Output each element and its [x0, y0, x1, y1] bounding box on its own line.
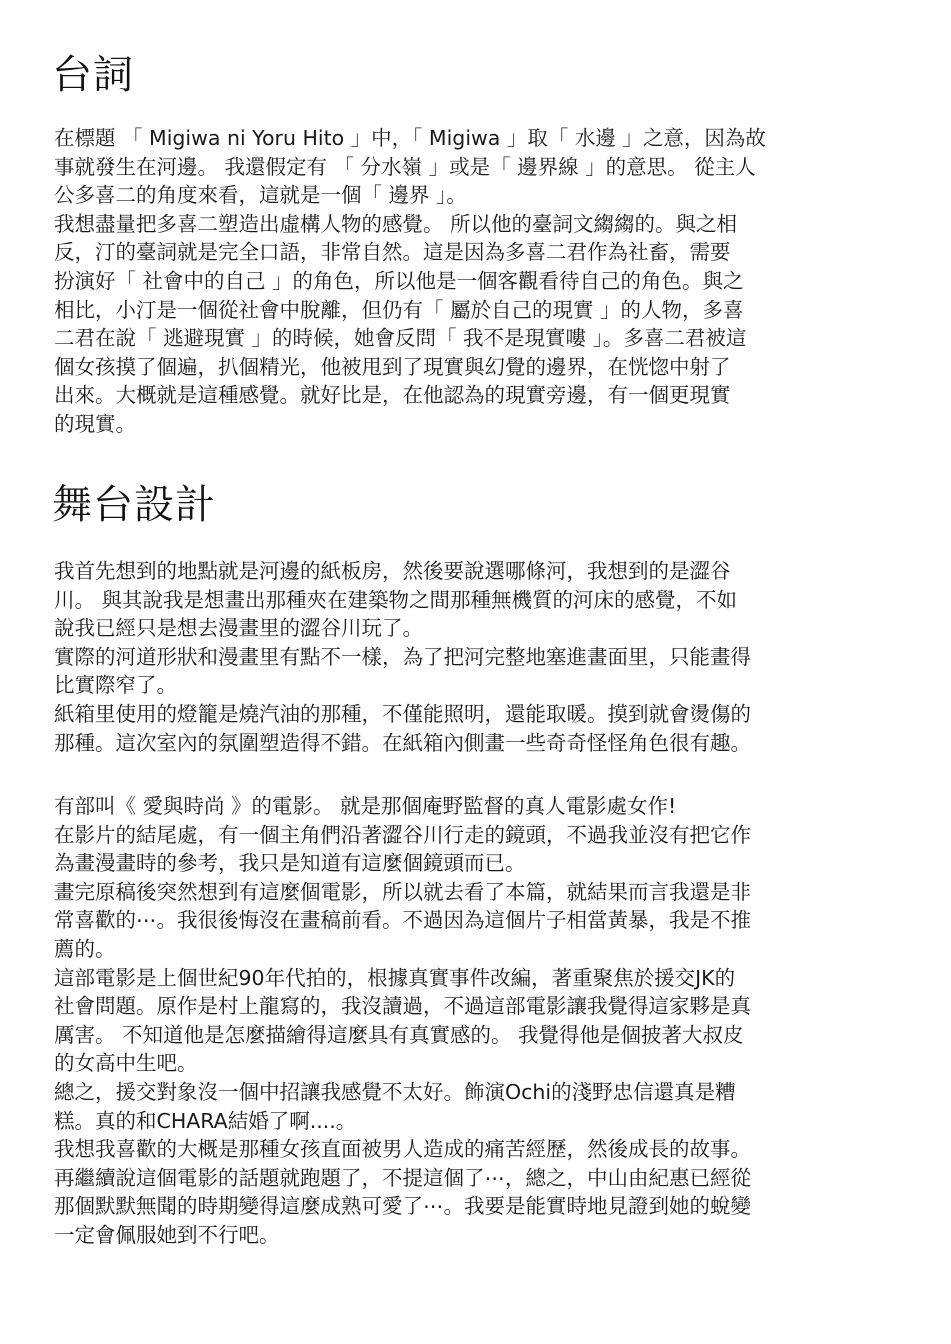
section-title-stage-design: 舞台設計 [52, 482, 216, 528]
stage-design-paragraph: 我首先想到的地點就是河邊的紙板房，然後要說選哪條河，我想到的是澀谷 川。 與其說我是想畫出那種夾在建築物之間那種無機質的河床的感覺，不如 說我已經只是想去漫畫里的澀谷川玩了。 實際的河道形狀和漫畫里有點不一樣，為了把河完整地塞進畫面里，只能畫得 比實際窄了。 紙箱里使用的燈籠是燒汽油的那種，不僅能照明，還能取暖。摸到就會燙傷的 那種。這次室內的氛圍塑造得不錯。在紙箱內側畫一些奇奇怪怪角色很有趣。 [54, 559, 751, 755]
movie-paragraph: 有部叫《 愛與時尚 》的電影。 就是那個庵野監督的真人電影處女作! 在影片的結尾處，有一個主角們沿著澀谷川行走的鏡頭，不過我並沒有把它作 為畫漫畫時的參考，我只是知道有這麼個鏡頭而已。 畫完原稿後突然想到有這麼個電影，所以就去看了本篇，就結果而言我還是非 常喜歡的⋯。我很後悔沒在畫稿前看。不過因為這個片子相當黃暴，我是不推 薦的。 這部電影是上個世紀90年代拍的，根據真實事件改編，著重聚焦於援交JK的 社會問題。原作是村上龍寫的，我沒讀過，不過這部電影讓我覺得這家夥是真 厲害。 不知道他是怎麼描繪得這麼具有真實感的。 我覺得他是個披著大叔皮 的女高中生吧。 總之，援交對象沒一個中招讓我感覺不太好。飾演Ochi的淺野忠信還真是糟 糕。真的和CHARA結婚了啊....。 我想我喜歡的大概是那種女孩直面被男人造成的痛苦經歷，然後成長的故事。 再繼續說這個電影的話題就跑題了，不提這個了⋯，總之，中山由紀惠已經從 那個默默無聞的時期變得這麼成熟可愛了⋯。我要是能實時地見證到她的蛻變 一定會佩服她到不行吧。 [54, 794, 751, 1247]
dialogue-paragraph: 在標題 「 Migiwa ni Yoru Hito 」中，「 Migiwa 」取「 水邊 」之意，因為故 事就發生在河邊。 我還假定有 「 分水嶺 」或是「 邊界線 」的意思。 從主人 公多喜二的角度來看，這就是一個「 邊界 」。 我想盡量把多喜二塑造出虛構人物的感覺。 所以他的臺詞文縐縐的。與之相 反，汀的臺詞就是完全口語，非常自然。這是因為多喜二君作為社畜，需要 扮演好「 社會中的自己 」的角色，所以他是一個客觀看待自己的角色。與之 相比，小汀是一個從社會中脫離，但仍有「 屬於自己的現實 」的人物，多喜 二君在說「 逃避現實 」的時候，她會反問「 我不是現實嘍 」。多喜二君被這 個女孩摸了個遍，扒個精光，他被甩到了現實與幻覺的邊界，在恍惚中射了 出來。大概就是這種感覺。就好比是，在他認為的現實旁邊，有一個更現實 的現實。 [54, 126, 766, 436]
section-title-dialogue: 台詞 [52, 52, 134, 98]
